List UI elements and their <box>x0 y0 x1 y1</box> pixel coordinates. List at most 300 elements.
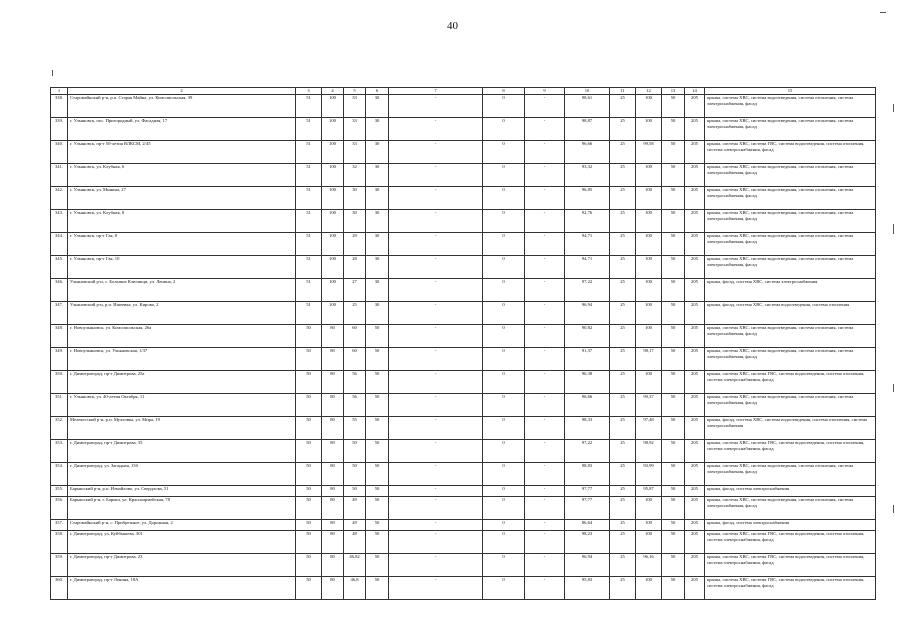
column-number: 6 <box>366 88 389 95</box>
table-cell: 50 <box>296 497 322 520</box>
table-cell: 80 <box>322 417 344 440</box>
table-row <box>51 440 876 463</box>
table-cell: 100 <box>636 531 662 554</box>
table-row <box>51 256 876 279</box>
table-cell: - <box>525 187 565 210</box>
table-cell: - <box>525 256 565 279</box>
scan-mark-top-right <box>880 12 886 13</box>
table-cell: - <box>389 520 483 531</box>
table-cell: 25 <box>610 486 636 497</box>
table-cell: 100 <box>636 210 662 233</box>
table-cell: 205 <box>685 371 705 394</box>
table-cell: 94,71 <box>565 233 610 256</box>
address: г. Димитровград, пр-т Димитрова, 25а <box>68 371 296 394</box>
table-cell: 50 <box>662 577 685 600</box>
table-cell: 86,64 <box>565 520 610 531</box>
table-cell: 0 <box>483 233 525 256</box>
table-cell: - <box>525 486 565 497</box>
table-cell: 0 <box>483 164 525 187</box>
table-cell: 205 <box>685 279 705 302</box>
table-cell: 50 <box>662 141 685 164</box>
address: г. Ульяновск, ул. Клубная, 8 <box>68 210 296 233</box>
table-cell: 100 <box>636 118 662 141</box>
table-cell: 0 <box>483 440 525 463</box>
table-cell: 96,16 <box>636 554 662 577</box>
address: Ульяновский р-н, р.п. Ишеевка, ул. Кирова, 2 <box>68 302 296 325</box>
table-cell: 50 <box>296 417 322 440</box>
scan-mark-right-1 <box>893 104 894 112</box>
table-cell: 205 <box>685 210 705 233</box>
table-cell: 25 <box>610 118 636 141</box>
table-cell: 100 <box>322 118 344 141</box>
table-cell: 100 <box>636 95 662 118</box>
table-cell: 30 <box>366 210 389 233</box>
table-cell: - <box>525 497 565 520</box>
table-cell: 28 <box>344 256 366 279</box>
table-cell: 205 <box>685 302 705 325</box>
table-cell: 30 <box>366 187 389 210</box>
table-cell: - <box>525 348 565 371</box>
table-cell: 50 <box>662 554 685 577</box>
table-cell: 50 <box>296 577 322 600</box>
work-types: крыша, система ХВС, система водоотведения, система отопления, система электроснабжения, фасад <box>705 187 876 210</box>
table-cell: - <box>389 164 483 187</box>
table-cell: 50 <box>296 371 322 394</box>
table-row <box>51 394 876 417</box>
table-cell: 25 <box>610 348 636 371</box>
column-number: 2 <box>68 88 296 95</box>
address: Барышский р-н, р.п. Измайлово, ул. Свердлова, 51 <box>68 486 296 497</box>
table-cell: 0 <box>483 371 525 394</box>
address: г. Димитровград, пр-т Ленина, 18А <box>68 577 296 600</box>
table-cell: 100 <box>322 95 344 118</box>
table-cell: 25 <box>610 302 636 325</box>
table-cell: 30 <box>366 118 389 141</box>
table-cell: 25 <box>610 95 636 118</box>
work-types: крыша, фасад, система ХВС, система электроснабжения <box>705 279 876 302</box>
table-cell: 51 <box>296 95 322 118</box>
table-cell: 30 <box>366 164 389 187</box>
scan-mark-right-3 <box>893 384 894 392</box>
table-cell: 25 <box>610 417 636 440</box>
address: г. Ульяновск, ул. 40-летия Октября, 11 <box>68 394 296 417</box>
table-cell: 93,99 <box>636 463 662 486</box>
table-cell: 50 <box>366 497 389 520</box>
table-cell: - <box>525 95 565 118</box>
table-cell: - <box>525 417 565 440</box>
table-row <box>51 164 876 187</box>
table-cell: 27 <box>344 279 366 302</box>
table-row <box>51 497 876 520</box>
work-types: крыша, система ХВС, система водоотведения, система отопления, система электроснабжения, фасад <box>705 497 876 520</box>
column-number: 4 <box>322 88 344 95</box>
table-row <box>51 371 876 394</box>
table-cell: 96,94 <box>565 554 610 577</box>
table-cell: 25 <box>344 302 366 325</box>
table-cell: 80 <box>322 394 344 417</box>
table-cell: 30 <box>366 256 389 279</box>
work-types: крыша, система ХВС, система ГВС, система водоотведения, система отопления, система электроснабжения, фасад <box>705 371 876 394</box>
table-row <box>51 302 876 325</box>
table-cell: 30 <box>366 302 389 325</box>
column-number: 5 <box>344 88 366 95</box>
table-cell: 0 <box>483 394 525 417</box>
table-cell: 51 <box>296 233 322 256</box>
table-cell: 50 <box>662 233 685 256</box>
table-cell: 205 <box>685 164 705 187</box>
table-cell: - <box>389 577 483 600</box>
column-number: 3 <box>296 88 322 95</box>
work-types: крыша, система ХВС, система ГВС, система водоотведения, система отопления, система электроснабжения, фасад <box>705 440 876 463</box>
work-types: крыша, система ХВС, система водоотведения, система отопления, система электроснабжения, фасад <box>705 210 876 233</box>
table-cell: 0 <box>483 141 525 164</box>
table-cell: 205 <box>685 497 705 520</box>
table-cell: 50 <box>662 497 685 520</box>
table-cell: 205 <box>685 440 705 463</box>
table-cell: 80 <box>322 325 344 348</box>
table-cell: 51 <box>296 210 322 233</box>
table-cell: - <box>389 531 483 554</box>
table-cell: 51 <box>296 141 322 164</box>
table-cell: 50 <box>366 531 389 554</box>
work-types: крыша, система ХВС, система водоотведения, система отопления, система электроснабжения, фасад <box>705 118 876 141</box>
column-number: 14 <box>685 88 705 95</box>
row-number: 351. <box>51 394 68 417</box>
table-cell: 50 <box>662 520 685 531</box>
address: Старомайнский р-н, р.п. Старая Майна, ул. Комсомольская, 39 <box>68 95 296 118</box>
row-number: 347. <box>51 302 68 325</box>
work-types: крыша, система ХВС, система водоотведения, система отопления, система электроснабжения, фасад <box>705 95 876 118</box>
table-cell: 46,82 <box>344 554 366 577</box>
table-cell: 25 <box>610 325 636 348</box>
table-cell: 25 <box>610 394 636 417</box>
table-cell: 51 <box>296 164 322 187</box>
table-cell: 25 <box>610 497 636 520</box>
table-cell: 48 <box>344 531 366 554</box>
work-types: крыша, система ХВС, система водоотведения, система отопления, система электроснабжения, фасад <box>705 325 876 348</box>
table-cell: 30 <box>366 233 389 256</box>
table-cell: 55 <box>344 417 366 440</box>
row-number: 358. <box>51 531 68 554</box>
work-types: крыша, система ХВС, система водоотведения, система отопления, система электроснабжения, фасад <box>705 348 876 371</box>
table-cell: 50 <box>662 325 685 348</box>
table-cell: 50 <box>366 463 389 486</box>
table-cell: 50 <box>662 531 685 554</box>
table-row <box>51 118 876 141</box>
table-cell: - <box>389 95 483 118</box>
row-number: 359. <box>51 554 68 577</box>
table-cell: 25 <box>610 531 636 554</box>
table-row <box>51 325 876 348</box>
table-cell: - <box>525 118 565 141</box>
table-cell: 205 <box>685 463 705 486</box>
table-cell: 80 <box>322 531 344 554</box>
table-cell: 25 <box>610 440 636 463</box>
table-cell: 99,37 <box>636 394 662 417</box>
row-number: 341. <box>51 164 68 187</box>
table-cell: - <box>389 302 483 325</box>
column-number: 12 <box>636 88 662 95</box>
table-cell: 100 <box>636 371 662 394</box>
table-cell: 98,87 <box>565 118 610 141</box>
table-cell: 100 <box>636 520 662 531</box>
table-cell: 97,77 <box>565 486 610 497</box>
table-cell: 0 <box>483 554 525 577</box>
table-cell: 25 <box>610 233 636 256</box>
table-cell: 25 <box>610 256 636 279</box>
table-cell: 50 <box>662 302 685 325</box>
work-types: крыша, система ХВС, система ГВС, система водоотведения, система отопления, система электроснабжения, фасад <box>705 577 876 600</box>
table-cell: 51 <box>296 187 322 210</box>
work-types: крыша, система ХВС, система водоотведения, система отопления, система электроснабжения, фасад <box>705 164 876 187</box>
table-cell: - <box>389 233 483 256</box>
table-cell: - <box>525 141 565 164</box>
table-cell: 0 <box>483 210 525 233</box>
table-cell: 30 <box>344 210 366 233</box>
table-cell: 33 <box>344 118 366 141</box>
table-cell: 96,85 <box>565 187 610 210</box>
table-cell: 25 <box>610 164 636 187</box>
row-number: 344. <box>51 233 68 256</box>
table-cell: 50 <box>662 210 685 233</box>
row-number: 348. <box>51 325 68 348</box>
table-cell: 51 <box>296 256 322 279</box>
work-types: крыша, фасад, система электроснабжения <box>705 486 876 497</box>
row-number: 343. <box>51 210 68 233</box>
table-cell: 50 <box>662 95 685 118</box>
work-types: крыша, система ХВС, система водоотведения, система отопления, система электроснабжения, фасад <box>705 394 876 417</box>
table-cell: 51 <box>296 118 322 141</box>
register-table <box>50 87 876 600</box>
column-number: 1 <box>51 88 68 95</box>
table-cell: - <box>389 325 483 348</box>
address: г. Ульяновск, ул. Клубная, 6 <box>68 164 296 187</box>
table-cell: 97,22 <box>565 440 610 463</box>
table-row <box>51 417 876 440</box>
table-cell: 25 <box>610 279 636 302</box>
table-cell: - <box>389 497 483 520</box>
table-cell: 50 <box>296 554 322 577</box>
table-cell: 46,8 <box>344 577 366 600</box>
scan-mark-top-left <box>52 70 53 76</box>
table-row <box>51 279 876 302</box>
table-cell: 60 <box>344 348 366 371</box>
table-cell: 96,38 <box>565 371 610 394</box>
table-cell: 0 <box>483 348 525 371</box>
table-cell: 50 <box>296 520 322 531</box>
table-cell: - <box>389 118 483 141</box>
column-number: 11 <box>610 88 636 95</box>
table-cell: 205 <box>685 95 705 118</box>
table-cell: 50 <box>366 554 389 577</box>
address: Барышский р-н, г. Барыш, ул. Красноармейская, 78 <box>68 497 296 520</box>
table-cell: 0 <box>483 486 525 497</box>
row-number: 356. <box>51 497 68 520</box>
row-number: 357. <box>51 520 68 531</box>
address: г. Димитровград, пр-т Димитрова, 23 <box>68 554 296 577</box>
scan-mark-right-4 <box>893 505 894 513</box>
address: г. Ульяновск, пр-т Гая, 10 <box>68 256 296 279</box>
table-cell: 30 <box>366 141 389 164</box>
table-cell: 98,92 <box>636 440 662 463</box>
address: Старомайнский р-н, с. Прибрежное, ул. Дорожная, 2 <box>68 520 296 531</box>
address: г. Ульяновск, ул. Минина, 27 <box>68 187 296 210</box>
table-cell: - <box>525 577 565 600</box>
address: г. Ульяновск, пос. Пригородный, ул. Фасадная, 17 <box>68 118 296 141</box>
table-cell: 0 <box>483 531 525 554</box>
table-row <box>51 187 876 210</box>
table-cell: 56 <box>344 394 366 417</box>
table-cell: 50 <box>366 417 389 440</box>
table-cell: 0 <box>483 256 525 279</box>
table-cell: 56 <box>344 371 366 394</box>
table-cell: 50 <box>662 440 685 463</box>
table-cell: 100 <box>636 497 662 520</box>
table-cell: 50 <box>366 371 389 394</box>
table-cell: - <box>525 520 565 531</box>
column-number: 9 <box>525 88 565 95</box>
address: г. Новоульяновск, ул. Комсомольская, 26а <box>68 325 296 348</box>
table-cell: - <box>389 187 483 210</box>
table-cell: 100 <box>322 279 344 302</box>
table-cell: 205 <box>685 520 705 531</box>
table-cell: - <box>525 325 565 348</box>
table-cell: - <box>389 486 483 497</box>
table-cell: - <box>389 348 483 371</box>
scan-mark-right-2 <box>893 224 894 234</box>
table-cell: - <box>525 164 565 187</box>
table-cell: - <box>389 279 483 302</box>
table-cell: 50 <box>366 486 389 497</box>
table-cell: 100 <box>636 577 662 600</box>
address: г. Димитровград, ул. Куйбышева, 301 <box>68 531 296 554</box>
table-cell: 93,32 <box>565 164 610 187</box>
table-cell: 33 <box>344 141 366 164</box>
table-cell: 205 <box>685 348 705 371</box>
table-cell: 80 <box>322 554 344 577</box>
table-cell: 205 <box>685 256 705 279</box>
row-number: 353. <box>51 440 68 463</box>
table-cell: 50 <box>366 394 389 417</box>
table-cell: 91,37 <box>565 348 610 371</box>
work-types: крыша, система ХВС, система водоотведения, система отопления, система электроснабжения, фасад <box>705 463 876 486</box>
table-cell: 80 <box>322 486 344 497</box>
table-row <box>51 141 876 164</box>
work-types: крыша, система ХВС, система ГВС, система водоотведения, система отопления, система электроснабжения, фасад <box>705 141 876 164</box>
table-cell: 100 <box>322 256 344 279</box>
table-cell: 97,77 <box>565 497 610 520</box>
table-cell: 0 <box>483 187 525 210</box>
table-cell: 98,83 <box>565 463 610 486</box>
table-cell: 96,66 <box>565 141 610 164</box>
table-cell: 99,58 <box>636 141 662 164</box>
address: г. Ульяновск, пр-т Гая, 8 <box>68 233 296 256</box>
table-cell: - <box>389 394 483 417</box>
work-types: крыша, система ХВС, система ГВС, система водоотведения, система отопления, система электроснабжения, фасад <box>705 531 876 554</box>
table-cell: 0 <box>483 118 525 141</box>
column-number: 10 <box>565 88 610 95</box>
table-cell: 80 <box>322 348 344 371</box>
table-cell: 50 <box>296 486 322 497</box>
table-cell: 100 <box>322 141 344 164</box>
table-cell: 92,76 <box>565 210 610 233</box>
table-cell: 205 <box>685 187 705 210</box>
table-cell: 33 <box>344 95 366 118</box>
work-types: крыша, фасад, система ХВС, система водоотведения, система отопления, система электроснабжения <box>705 417 876 440</box>
table-cell: 97,48 <box>636 417 662 440</box>
table-cell: 25 <box>610 554 636 577</box>
row-number: 342. <box>51 187 68 210</box>
table-cell: 25 <box>610 371 636 394</box>
row-number: 346. <box>51 279 68 302</box>
table-cell: - <box>389 417 483 440</box>
table-cell: 25 <box>610 463 636 486</box>
table-cell: - <box>389 371 483 394</box>
table-cell: 50 <box>662 394 685 417</box>
table-cell: - <box>389 554 483 577</box>
row-number: 355. <box>51 486 68 497</box>
table-cell: 25 <box>610 141 636 164</box>
table-cell: 50 <box>344 486 366 497</box>
table-row <box>51 95 876 118</box>
table-row <box>51 531 876 554</box>
table-cell: 50 <box>366 348 389 371</box>
table-cell: - <box>389 440 483 463</box>
table-cell: 50 <box>662 118 685 141</box>
row-number: 345. <box>51 256 68 279</box>
row-number: 350. <box>51 371 68 394</box>
table-cell: 50 <box>296 325 322 348</box>
table-cell: 30 <box>366 279 389 302</box>
table-cell: 94,71 <box>565 256 610 279</box>
table-cell: 50 <box>344 440 366 463</box>
table-cell: 50 <box>662 256 685 279</box>
table-cell: 80 <box>322 371 344 394</box>
work-types: крыша, фасад, система ХВС, система водоотведения, система отопления <box>705 302 876 325</box>
row-number: 339. <box>51 118 68 141</box>
table-cell: 80 <box>322 440 344 463</box>
column-number: 8 <box>483 88 525 95</box>
table-cell: 205 <box>685 577 705 600</box>
table-cell: 98,17 <box>636 348 662 371</box>
work-types: крыша, система ХВС, система водоотведения, система отопления, система электроснабжения, фасад <box>705 233 876 256</box>
table-cell: - <box>525 394 565 417</box>
table-cell: 50 <box>662 164 685 187</box>
table-cell: - <box>525 233 565 256</box>
row-number: 360. <box>51 577 68 600</box>
table-cell: 96,94 <box>565 302 610 325</box>
table-cell: 50 <box>662 348 685 371</box>
table-cell: 80 <box>322 577 344 600</box>
table-cell: 50 <box>366 520 389 531</box>
table-cell: - <box>525 554 565 577</box>
table-cell: 25 <box>610 187 636 210</box>
table-row <box>51 486 876 497</box>
table-cell: 100 <box>636 187 662 210</box>
table-cell: 30 <box>344 187 366 210</box>
table-cell: 97,22 <box>565 279 610 302</box>
table-cell: 98,33 <box>565 417 610 440</box>
table-cell: 25 <box>610 520 636 531</box>
table-cell: 50 <box>296 531 322 554</box>
work-types: крыша, система ХВС, система ГВС, система водоотведения, система отопления, система электроснабжения, фасад <box>705 554 876 577</box>
table-cell: 0 <box>483 95 525 118</box>
row-number: 340. <box>51 141 68 164</box>
table-cell: 100 <box>636 302 662 325</box>
table-cell: 0 <box>483 497 525 520</box>
table-cell: 205 <box>685 233 705 256</box>
table-cell: 50 <box>662 187 685 210</box>
